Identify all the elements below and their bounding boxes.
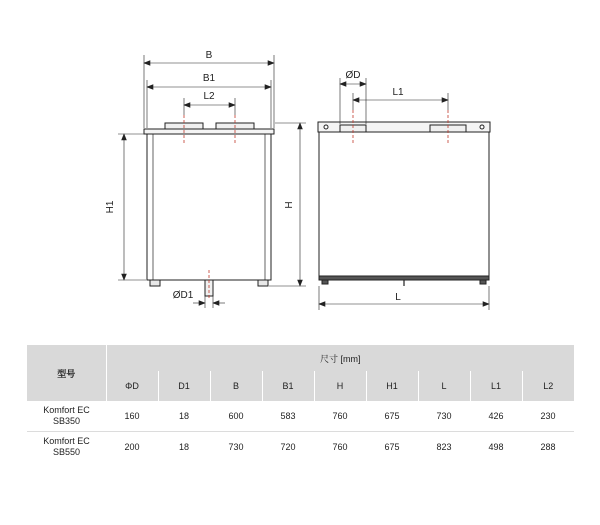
col-header: H (314, 371, 366, 401)
table-row (27, 401, 574, 432)
side-view-body (147, 134, 271, 280)
model-name-line: Komfort EC (43, 405, 90, 415)
col-header: L (418, 371, 470, 401)
table-cell: 730 (228, 441, 244, 452)
table-cell: 18 (158, 401, 210, 432)
col-header: B (210, 371, 262, 401)
table-cell: 730 (418, 401, 470, 432)
table-cell: 18 (178, 441, 189, 452)
front-view-base (319, 276, 489, 280)
col-header: B1 (262, 371, 314, 401)
table-cell: 230 (522, 401, 574, 432)
front-view-body (319, 132, 489, 279)
label-D: ØD (345, 70, 361, 81)
side-view-top-flange (144, 129, 274, 134)
col-header: D1 (158, 371, 210, 401)
table-cell: 426 (470, 401, 522, 432)
model-name-line: SB550 (52, 447, 81, 457)
model-name-line: SB350 (52, 416, 81, 426)
table-cell: 675 (366, 401, 418, 432)
table-cell: 600 (210, 401, 262, 432)
model-cell (27, 401, 106, 432)
col-header: ΦD (106, 371, 158, 401)
table-cell: 760 (332, 441, 348, 452)
table-cell: 498 (488, 441, 504, 452)
table-cell: 720 (280, 441, 296, 452)
spec-table (27, 345, 574, 462)
label-L1: L1 (392, 87, 404, 98)
label-D1: ØD1 (172, 290, 194, 301)
table-cell: 675 (384, 441, 400, 452)
table-cell: 823 (436, 441, 452, 452)
label-B1: B1 (202, 73, 216, 84)
model-name-line: Komfort EC (43, 436, 90, 446)
col-header: L2 (522, 371, 574, 401)
label-L: L (395, 292, 401, 303)
side-view-foot-left (150, 280, 160, 286)
size-column-header: 尺寸 [mm] (106, 345, 574, 371)
front-view (318, 122, 490, 286)
label-H1: H1 (105, 200, 116, 214)
table-cell: 583 (262, 401, 314, 432)
model-column-header: 型号 (27, 345, 106, 401)
col-header: L1 (470, 371, 522, 401)
table-cell: 160 (106, 401, 158, 432)
dimension-header-row (27, 371, 574, 401)
table-row (27, 432, 574, 463)
side-view-foot-right (258, 280, 268, 286)
table-cell: 288 (540, 441, 556, 452)
label-H: H (284, 201, 295, 209)
model-cell (27, 432, 106, 463)
table-cell: 760 (314, 401, 366, 432)
label-L2: L2 (203, 91, 215, 102)
table-cell: 200 (124, 441, 140, 452)
label-B: B (205, 50, 213, 61)
col-header: H1 (366, 371, 418, 401)
